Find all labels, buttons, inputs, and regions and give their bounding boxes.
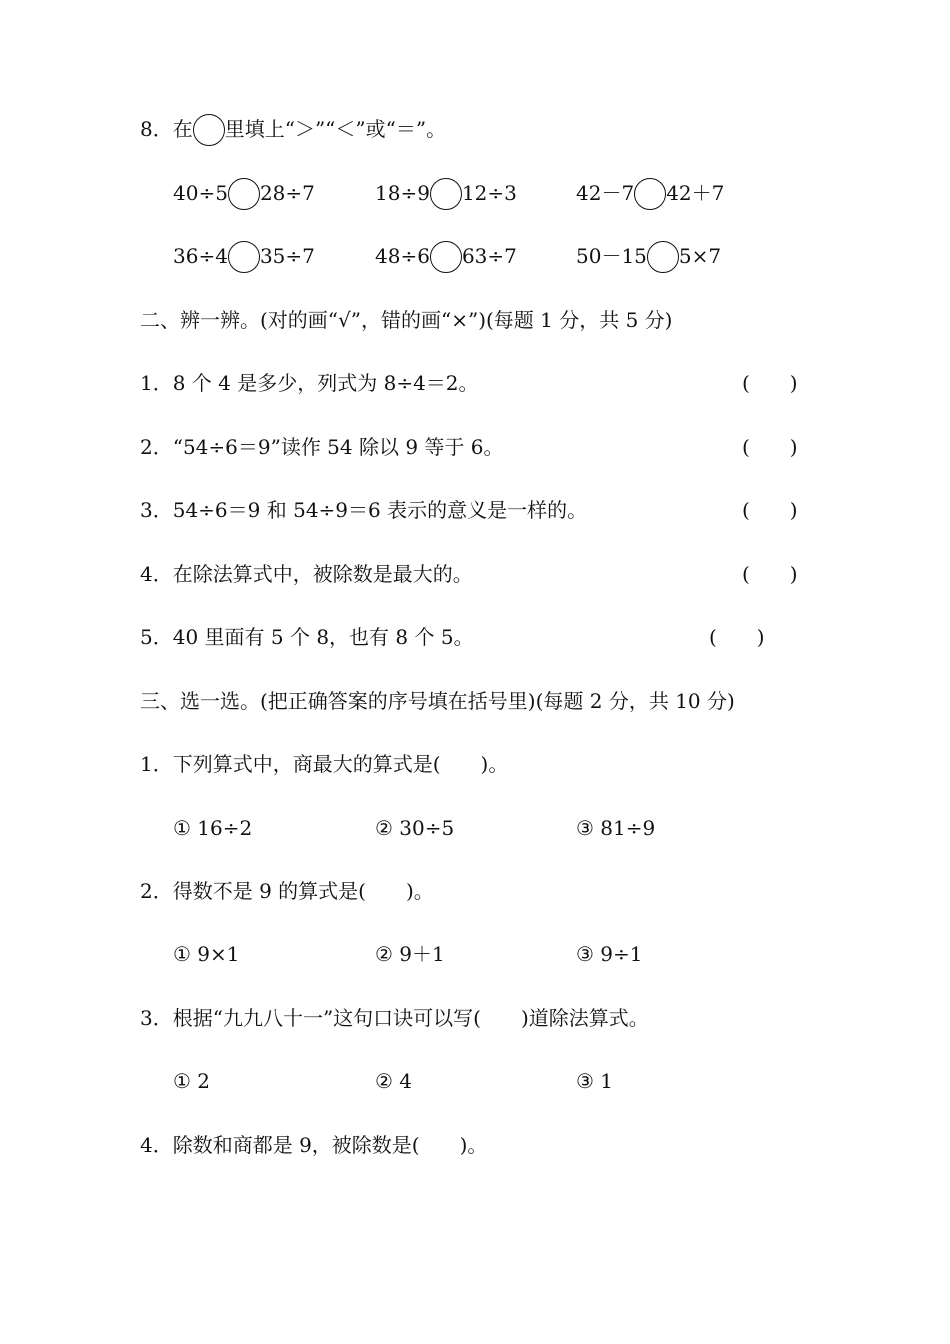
compare-left: 18÷9 (375, 181, 430, 205)
compare-circle[interactable] (634, 178, 666, 210)
compare-right: 35÷7 (259, 244, 315, 268)
choice-option[interactable]: ③ 1 (576, 1069, 614, 1093)
choice-question: 1．下列算式中，商最大的算式是( )。 (140, 752, 509, 776)
compare-left: 36÷4 (173, 244, 228, 268)
choice-option[interactable]: ① 9×1 (173, 942, 240, 966)
judge-item-text: 4．在除法算式中，被除数是最大的。 (140, 562, 473, 586)
choice-option[interactable]: ① 2 (173, 1069, 211, 1093)
choice-question: 2．得数不是 9 的算式是( )。 (140, 879, 434, 903)
compare-circle[interactable] (430, 178, 462, 210)
choice-option[interactable]: ③ 9÷1 (576, 942, 643, 966)
compare-item (173, 180, 315, 206)
compare-right: 12÷3 (461, 181, 517, 205)
compare-right: 42＋7 (666, 181, 725, 205)
q8-suffix: 里填上“＞”“＜”或“＝”。 (224, 117, 447, 141)
compare-item (375, 180, 517, 206)
compare-circle[interactable] (228, 241, 260, 273)
compare-item (576, 180, 724, 206)
judge-item-text: 3．54÷6＝9 和 54÷9＝6 表示的意义是一样的。 (140, 498, 588, 522)
choice-option[interactable]: ② 9＋1 (375, 942, 445, 966)
compare-item (375, 243, 517, 269)
compare-item (576, 243, 721, 269)
answer-paren[interactable]: ( ) (742, 498, 798, 522)
choice-option[interactable]: ② 4 (375, 1069, 413, 1093)
choice-option[interactable]: ② 30÷5 (375, 816, 455, 840)
compare-left: 50－15 (576, 244, 647, 268)
compare-left: 42－7 (576, 181, 635, 205)
compare-circle[interactable] (647, 241, 679, 273)
choice-question: 4．除数和商都是 9，被除数是( )。 (140, 1133, 488, 1157)
choice-option[interactable]: ① 16÷2 (173, 816, 253, 840)
section3-title: 三、选一选。(把正确答案的序号填在括号里)(每题 2 分，共 10 分) (140, 689, 735, 713)
compare-right: 28÷7 (259, 181, 315, 205)
choice-option[interactable]: ③ 81÷9 (576, 816, 656, 840)
q8-prefix: 8．在 (140, 117, 193, 141)
judge-item-text: 2．“54÷6＝9”读作 54 除以 9 等于 6。 (140, 435, 504, 459)
q8-heading (140, 116, 446, 142)
compare-left: 48÷6 (375, 244, 430, 268)
judge-item-text: 1．8 个 4 是多少，列式为 8÷4＝2。 (140, 371, 479, 395)
compare-circle[interactable] (228, 178, 260, 210)
compare-item (173, 243, 315, 269)
answer-paren[interactable]: ( ) (709, 625, 765, 649)
judge-item-text: 5．40 里面有 5 个 8，也有 8 个 5。 (140, 625, 474, 649)
compare-circle[interactable] (430, 241, 462, 273)
compare-right: 63÷7 (461, 244, 517, 268)
answer-paren[interactable]: ( ) (742, 371, 798, 395)
answer-paren[interactable]: ( ) (742, 435, 798, 459)
section2-title: 二、辨一辨。(对的画“√”，错的画“×”)(每题 1 分，共 5 分) (140, 308, 673, 332)
choice-question: 3．根据“九九八十一”这句口诀可以写( )道除法算式。 (140, 1006, 649, 1030)
compare-left: 40÷5 (173, 181, 228, 205)
answer-paren[interactable]: ( ) (742, 562, 798, 586)
compare-right: 5×7 (678, 244, 722, 268)
compare-circle[interactable] (193, 114, 225, 146)
